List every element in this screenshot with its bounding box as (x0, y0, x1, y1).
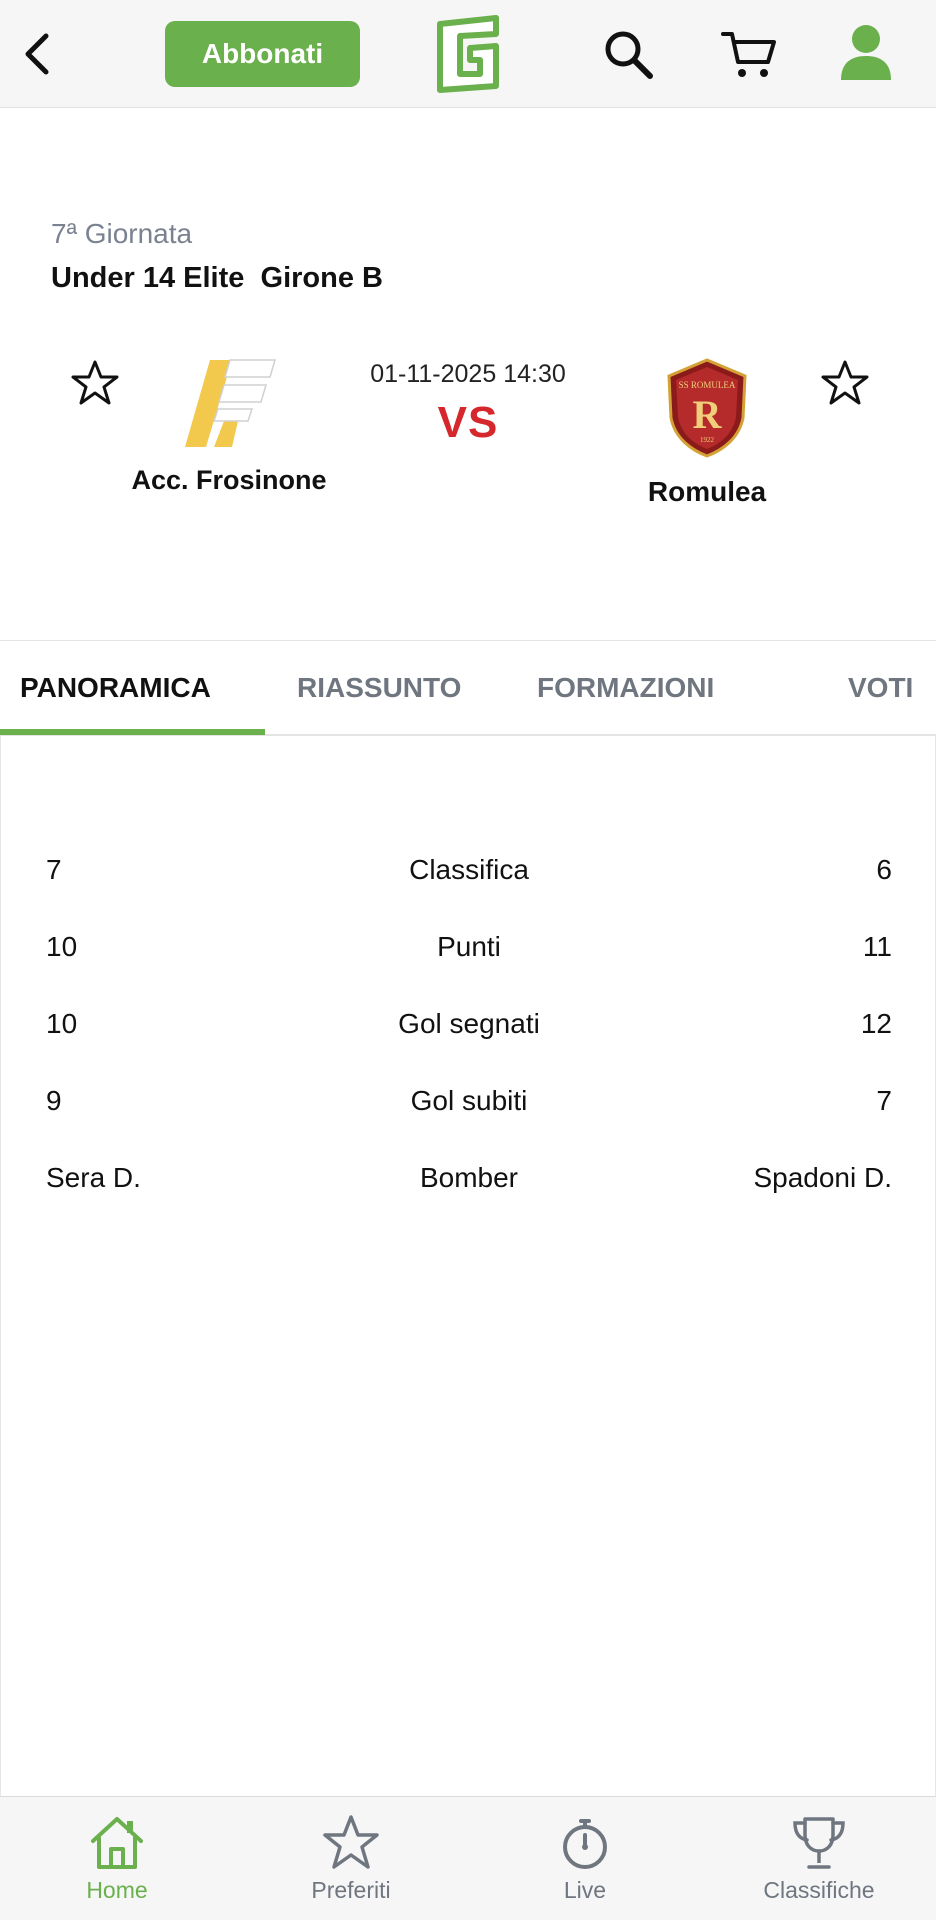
stat-label: Punti (437, 931, 501, 962)
stat-away-value: 6 (876, 854, 892, 885)
favorite-away-button[interactable] (820, 358, 870, 408)
favorite-home-button[interactable] (70, 358, 120, 408)
nav-live[interactable] (468, 1797, 702, 1920)
account-button[interactable] (838, 22, 894, 82)
versus-label: VS (437, 398, 499, 447)
match-datetime: 01-11-2025 14:30 (370, 360, 566, 388)
nav-classifiche[interactable] (702, 1797, 936, 1920)
stat-home-value: 7 (46, 854, 62, 885)
crest-text: SS ROMULEA (678, 380, 736, 390)
stat-row-bomber (46, 1162, 892, 1202)
stat-away-value: 12 (860, 1008, 892, 1039)
cart-button[interactable] (720, 26, 778, 82)
crest-year: 1922 (700, 436, 714, 444)
match-round: 7ª Giornata (51, 218, 193, 249)
stat-row-punti (46, 931, 892, 971)
competition-name: Under 14 Elite (51, 262, 245, 294)
brand-logo-icon (430, 14, 506, 94)
stat-home-value: 10 (46, 931, 78, 962)
home-team-logo[interactable] (180, 355, 280, 450)
search-icon (600, 26, 656, 82)
nav-classifiche-label: Classifiche (763, 1877, 875, 1903)
back-button[interactable] (16, 28, 60, 80)
competition-group: Girone B (260, 262, 383, 294)
romulea-crest-icon (665, 358, 749, 458)
stat-row-gol-segnati (46, 1008, 892, 1048)
away-team-name[interactable]: Romulea (647, 476, 767, 507)
star-outline-icon (820, 358, 870, 408)
tab-riassunto[interactable]: RIASSUNTO (297, 672, 462, 703)
competition-title (51, 262, 383, 295)
match-tabs (0, 640, 936, 736)
search-button[interactable] (600, 26, 656, 82)
stat-label: Gol subiti (410, 1085, 528, 1116)
bottom-navigation (0, 1796, 936, 1920)
nav-live-label: Live (563, 1877, 607, 1903)
stat-label: Bomber (419, 1162, 519, 1193)
stat-label: Classifica (409, 854, 529, 885)
overview-panel (0, 736, 936, 1796)
away-team-logo[interactable] (665, 358, 749, 458)
stat-row-gol-subiti (46, 1085, 892, 1125)
trophy-icon (789, 1813, 849, 1873)
tab-voti[interactable]: VOTI (848, 672, 914, 703)
active-tab-indicator (0, 729, 265, 735)
nav-preferiti[interactable] (234, 1797, 468, 1920)
stat-label: Gol segnati (398, 1008, 540, 1039)
stat-home-value: 10 (46, 1008, 78, 1039)
stat-home-value: 9 (46, 1085, 62, 1116)
stopwatch-icon (555, 1813, 615, 1873)
star-icon (321, 1813, 381, 1873)
tab-panoramica[interactable]: PANORAMICA (20, 672, 211, 703)
star-outline-icon (70, 358, 120, 408)
stat-away-value: Spadoni D. (753, 1162, 892, 1193)
user-icon (838, 22, 894, 82)
subscribe-button[interactable]: Abbonati (165, 21, 360, 87)
home-icon (87, 1813, 147, 1873)
nav-home[interactable] (0, 1797, 234, 1920)
top-app-bar (0, 0, 936, 108)
crest-letter: R (692, 392, 722, 437)
brand-logo[interactable] (430, 14, 506, 94)
stat-row-classifica (46, 854, 892, 894)
chevron-left-icon (16, 28, 60, 80)
frosinone-logo-icon (180, 355, 280, 450)
cart-icon (720, 26, 778, 82)
nav-preferiti-label: Preferiti (311, 1877, 391, 1903)
stat-away-value: 7 (876, 1085, 892, 1116)
tab-formazioni[interactable]: FORMAZIONI (537, 672, 715, 703)
stat-home-value: Sera D. (46, 1162, 141, 1193)
home-team-name[interactable]: Acc. Frosinone (131, 465, 327, 495)
stat-away-value: 11 (862, 931, 892, 962)
nav-home-label: Home (86, 1877, 148, 1903)
